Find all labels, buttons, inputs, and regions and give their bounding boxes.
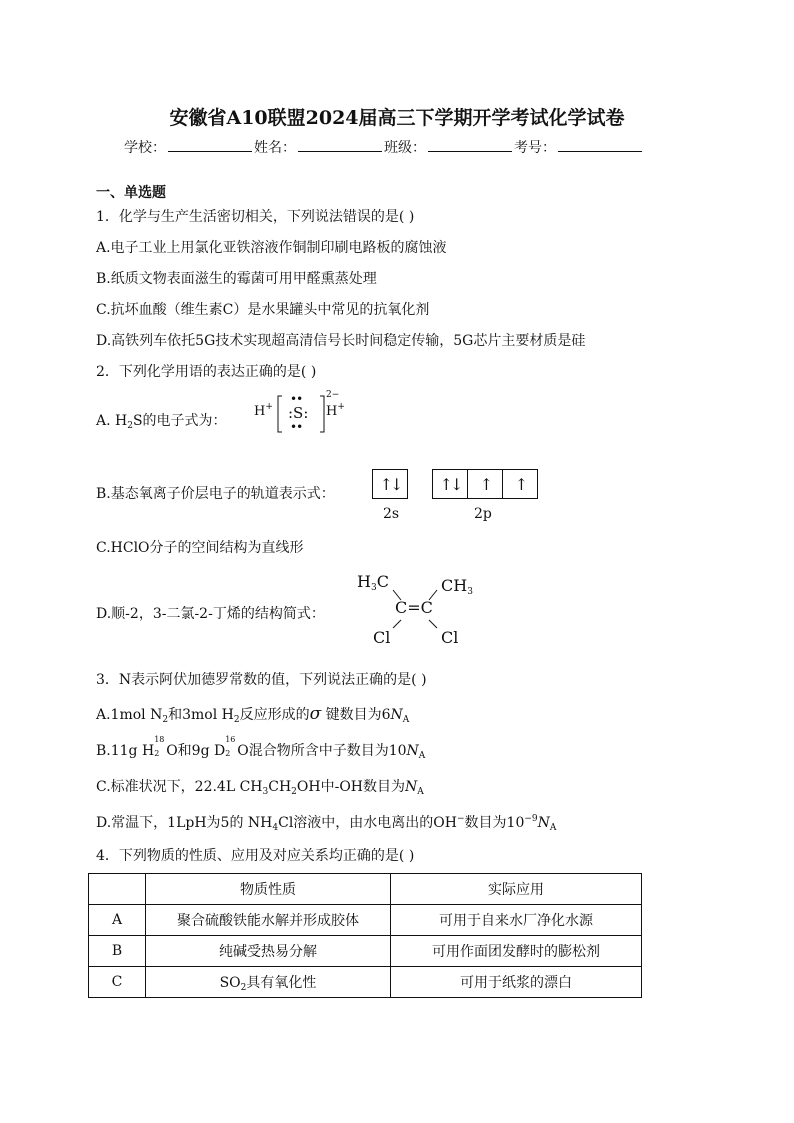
- table-header-row: 物质性质 实际应用: [89, 874, 642, 905]
- q3-option-d: D.常温下，1LpH为5的 $NH_4Cl$溶液中，由水电离出的OH−数目为$10^{-9}N_A$: [96, 814, 557, 833]
- structural-formula: $H_3C$ $CH_3$ C=C Cl Cl: [355, 570, 485, 650]
- orbital-2s-box: ↑↓: [372, 469, 408, 499]
- orbital-2p-label: 2p: [474, 506, 492, 522]
- name-label: 姓名：: [254, 140, 296, 156]
- q4-table: [88, 873, 642, 998]
- class-label: 班级：: [384, 140, 426, 156]
- school-label: 学校：: [124, 140, 166, 156]
- table-row: A 聚合硫酸铁能水解并形成胶体 可用于自来水厂净化水源: [89, 905, 642, 936]
- orbital-2p-box: ↑↓ ↑ ↑: [432, 469, 538, 499]
- table-row: C $SO_2$具有氧化性 可用于纸浆的漂白: [89, 967, 642, 998]
- q2-option-d: D.顺-2，3-二氯-2-丁烯的结构简式：: [96, 606, 325, 622]
- q1-option-d: D.高铁列车依托5G技术实现超高清信号长时间稳定传输，5G芯片主要材质是硅: [96, 333, 586, 349]
- q3-option-b: B.11g H 18 2 O和9g D 16 2 O混合物所含中子数目为$10N_A$: [96, 735, 426, 761]
- q2-option-c: C.HClO分子的空间结构为直线形: [96, 540, 304, 556]
- student-info: [124, 137, 644, 157]
- number-label: 考号：: [514, 140, 556, 156]
- h2s-electron-formula: H+ :S: •• •• 2− H+: [254, 390, 345, 434]
- section-heading: 一、单选题: [96, 185, 166, 201]
- q1-option-a: A.电子工业上用氯化亚铁溶液作铜制印刷电路板的腐蚀液: [96, 240, 447, 256]
- class-field[interactable]: [428, 137, 512, 152]
- q1-option-c: C.抗坏血酸（维生素C）是水果罐头中常见的抗氧化剂: [96, 302, 430, 318]
- table-row: B 纯碱受热易分解 可用作面团发酵时的膨松剂: [89, 936, 642, 967]
- page-title: 安徽省A10联盟2024届高三下学期开学考试化学试卷: [169, 107, 625, 129]
- q3-option-a: A.1mol $N_2$和3mol $H_2$反应形成的σ 键数目为$6N_A$: [96, 704, 410, 725]
- q3-stem: 3．N表示阿伏加德罗常数的值，下列说法正确的是( ): [96, 672, 427, 688]
- school-field[interactable]: [168, 137, 252, 152]
- q3-option-c: C.标准状况下，22.4L $CH_3CH_2OH$中-OH数目为$N_A$: [96, 779, 424, 797]
- q2-stem: 2．下列化学用语的表达正确的是( ): [96, 364, 317, 380]
- q1-stem: 1．化学与生产生活密切相关，下列说法错误的是( ): [96, 209, 415, 225]
- q2-option-b: B.基态氧离子价层电子的轨道表示式：: [96, 486, 335, 502]
- q2-option-a: A. $H_2S$的电子式为：: [96, 413, 227, 431]
- q4-stem: 4．下列物质的性质、应用及对应关系均正确的是( ): [96, 848, 415, 864]
- name-field[interactable]: [298, 137, 382, 152]
- q1-option-b: B.纸质文物表面滋生的霉菌可用甲醛熏蒸处理: [96, 271, 377, 287]
- orbital-2s-label: 2s: [383, 506, 400, 522]
- number-field[interactable]: [558, 137, 642, 152]
